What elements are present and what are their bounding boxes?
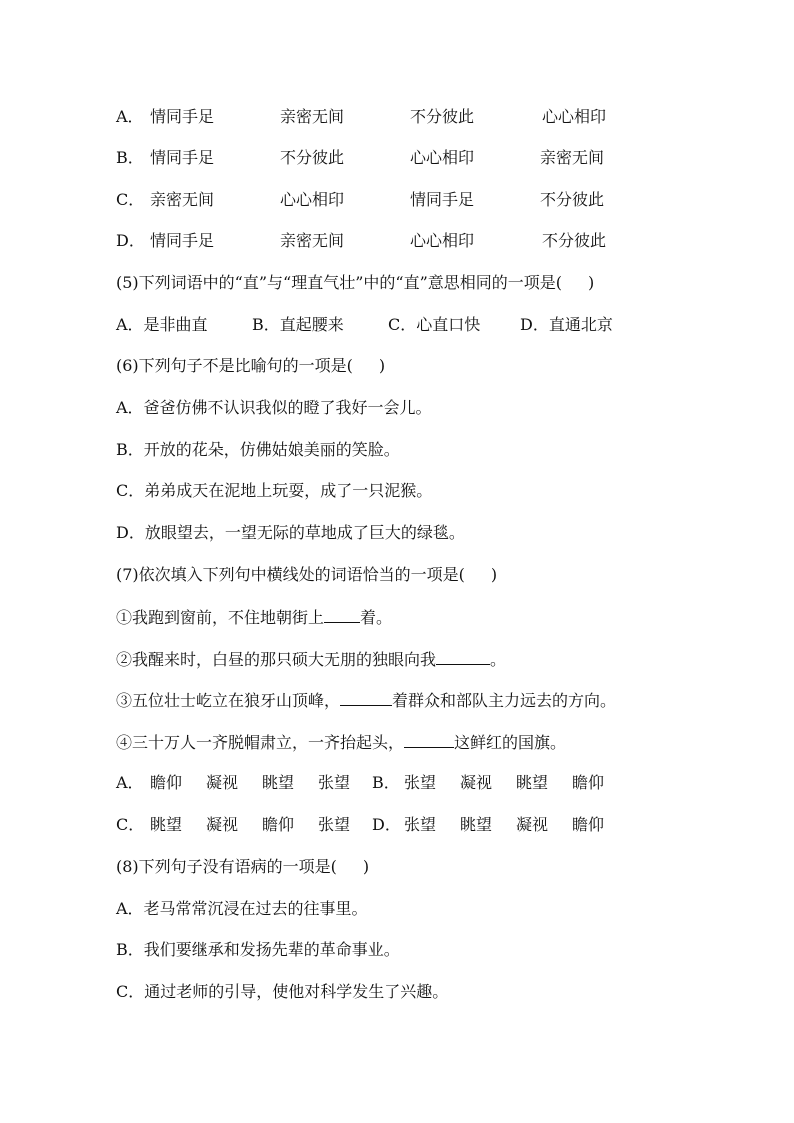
q7-option-d-word: 凝视 [516, 815, 549, 834]
q5-stem-close: ) [588, 273, 595, 292]
q6-option-c: C．弟弟成天在泥地上玩耍，成了一只泥猴。 [116, 481, 433, 500]
q4-option-c-word: 亲密无间 [150, 190, 215, 209]
q4-option-d-word: 不分彼此 [542, 231, 607, 250]
fill-blank [340, 689, 392, 706]
q7-option-c-word: 张望 [318, 815, 351, 834]
q8-option-c: C．通过老师的引导，使他对科学发生了兴趣。 [116, 982, 449, 1001]
q7-option-c-word: 眺望 [150, 815, 183, 834]
q7-option-b-word: 张望 [404, 773, 437, 792]
q4-option-b-word: 心心相印 [410, 148, 475, 167]
q7-stem [116, 564, 497, 586]
q7-sentence-3-post: 着群众和部队主力远去的方向。 [392, 691, 617, 710]
q7-option-d-word: 瞻仰 [572, 815, 605, 834]
q6-stem-close: ) [378, 356, 386, 375]
q6-option-d: D．放眼望去，一望无际的草地成了巨大的绿毯。 [116, 523, 465, 542]
q7-option-c-word: 瞻仰 [262, 815, 295, 834]
q4-option-a-letter: A． [116, 107, 144, 126]
q7-stem-text: (7)依次填入下列句中横线处的词语恰当的一项是( [116, 565, 465, 584]
q5-option-d: D．直通北京 [520, 315, 613, 334]
q7-option-b-word: 瞻仰 [572, 773, 605, 792]
q6-stem-text: (6)下列句子不是比喻句的一项是( [116, 356, 353, 375]
q6-stem [116, 355, 385, 377]
q4-option-a-word: 情同手足 [150, 107, 215, 126]
q8-stem-close: ) [362, 857, 370, 876]
q4-option-b-letter: B． [116, 148, 144, 167]
q7-option-c-letter: C． [116, 815, 145, 834]
q7-option-a-word: 瞻仰 [150, 773, 183, 792]
fill-blank [404, 731, 454, 748]
q4-option-d-word: 情同手足 [150, 231, 215, 250]
q7-option-a-word: 张望 [318, 773, 351, 792]
q7-option-d-word: 张望 [404, 815, 437, 834]
q5-option-a: A．是非曲直 [116, 315, 208, 334]
q7-sentence-3 [116, 689, 616, 712]
q4-option-a-word: 心心相印 [542, 107, 607, 126]
q8-stem [116, 856, 369, 878]
q4-option-d-word: 心心相印 [410, 231, 475, 250]
q5-option-c: C．心直口快 [388, 315, 481, 334]
q4-option-b-word: 亲密无间 [540, 148, 605, 167]
q6-option-a: A．爸爸仿佛不认识我似的瞪了我好一会儿。 [116, 398, 432, 417]
q7-stem-close: ) [490, 565, 498, 584]
q7-sentence-1 [116, 606, 392, 629]
q7-sentence-2-pre: ②我醒来时，白昼的那只硕大无朋的独眼向我 [116, 650, 437, 669]
q4-option-c-word: 情同手足 [410, 190, 475, 209]
q7-option-d-word: 眺望 [460, 815, 493, 834]
q4-option-d-letter: D． [116, 231, 145, 250]
q7-sentence-4-post: 这鲜红的国旗。 [454, 733, 567, 752]
q4-option-c-word: 心心相印 [280, 190, 345, 209]
q4-option-b-word: 情同手足 [150, 148, 215, 167]
q7-option-b-word: 凝视 [460, 773, 493, 792]
q8-option-b: B．我们要继承和发扬先辈的革命事业。 [116, 940, 400, 959]
q7-sentence-3-pre: ③五位壮士屹立在狼牙山顶峰， [116, 691, 341, 710]
q8-option-a: A．老马常常沉浸在过去的往事里。 [116, 899, 368, 918]
q7-sentence-4 [116, 731, 566, 754]
q7-option-a-word: 凝视 [206, 773, 239, 792]
q7-option-b-word: 眺望 [516, 773, 549, 792]
q4-option-b-word: 不分彼此 [280, 148, 345, 167]
q7-option-c-word: 凝视 [206, 815, 239, 834]
fill-blank [436, 648, 490, 665]
q5-option-b: B．直起腰来 [252, 315, 344, 334]
q7-sentence-2-post: 。 [490, 650, 507, 669]
q7-sentence-1-pre: ①我跑到窗前，不住地朝街上 [116, 608, 325, 627]
q7-sentence-2 [116, 648, 506, 671]
q8-stem-text: (8)下列句子没有语病的一项是( [116, 857, 337, 876]
q6-option-b: B．开放的花朵，仿佛姑娘美丽的笑脸。 [116, 440, 400, 459]
q4-option-d-word: 亲密无间 [280, 231, 345, 250]
q5-stem [116, 272, 594, 294]
q4-option-c-letter: C． [116, 190, 145, 209]
q4-option-c-word: 不分彼此 [540, 190, 605, 209]
q5-stem-text: (5)下列词语中的“直”与“理直气壮”中的“直”意思相同的一项是( [116, 273, 562, 292]
q7-option-a-word: 眺望 [262, 773, 295, 792]
q7-option-b-letter: B． [372, 773, 400, 792]
q4-option-a-word: 亲密无间 [280, 107, 345, 126]
fill-blank [324, 606, 360, 623]
q4-option-a-word: 不分彼此 [410, 107, 475, 126]
q7-option-d-letter: D． [372, 815, 401, 834]
q7-option-a-letter: A． [116, 773, 144, 792]
q7-sentence-4-pre: ④三十万人一齐脱帽肃立，一齐抬起头， [116, 733, 405, 752]
q7-sentence-1-post: 着。 [360, 608, 393, 627]
